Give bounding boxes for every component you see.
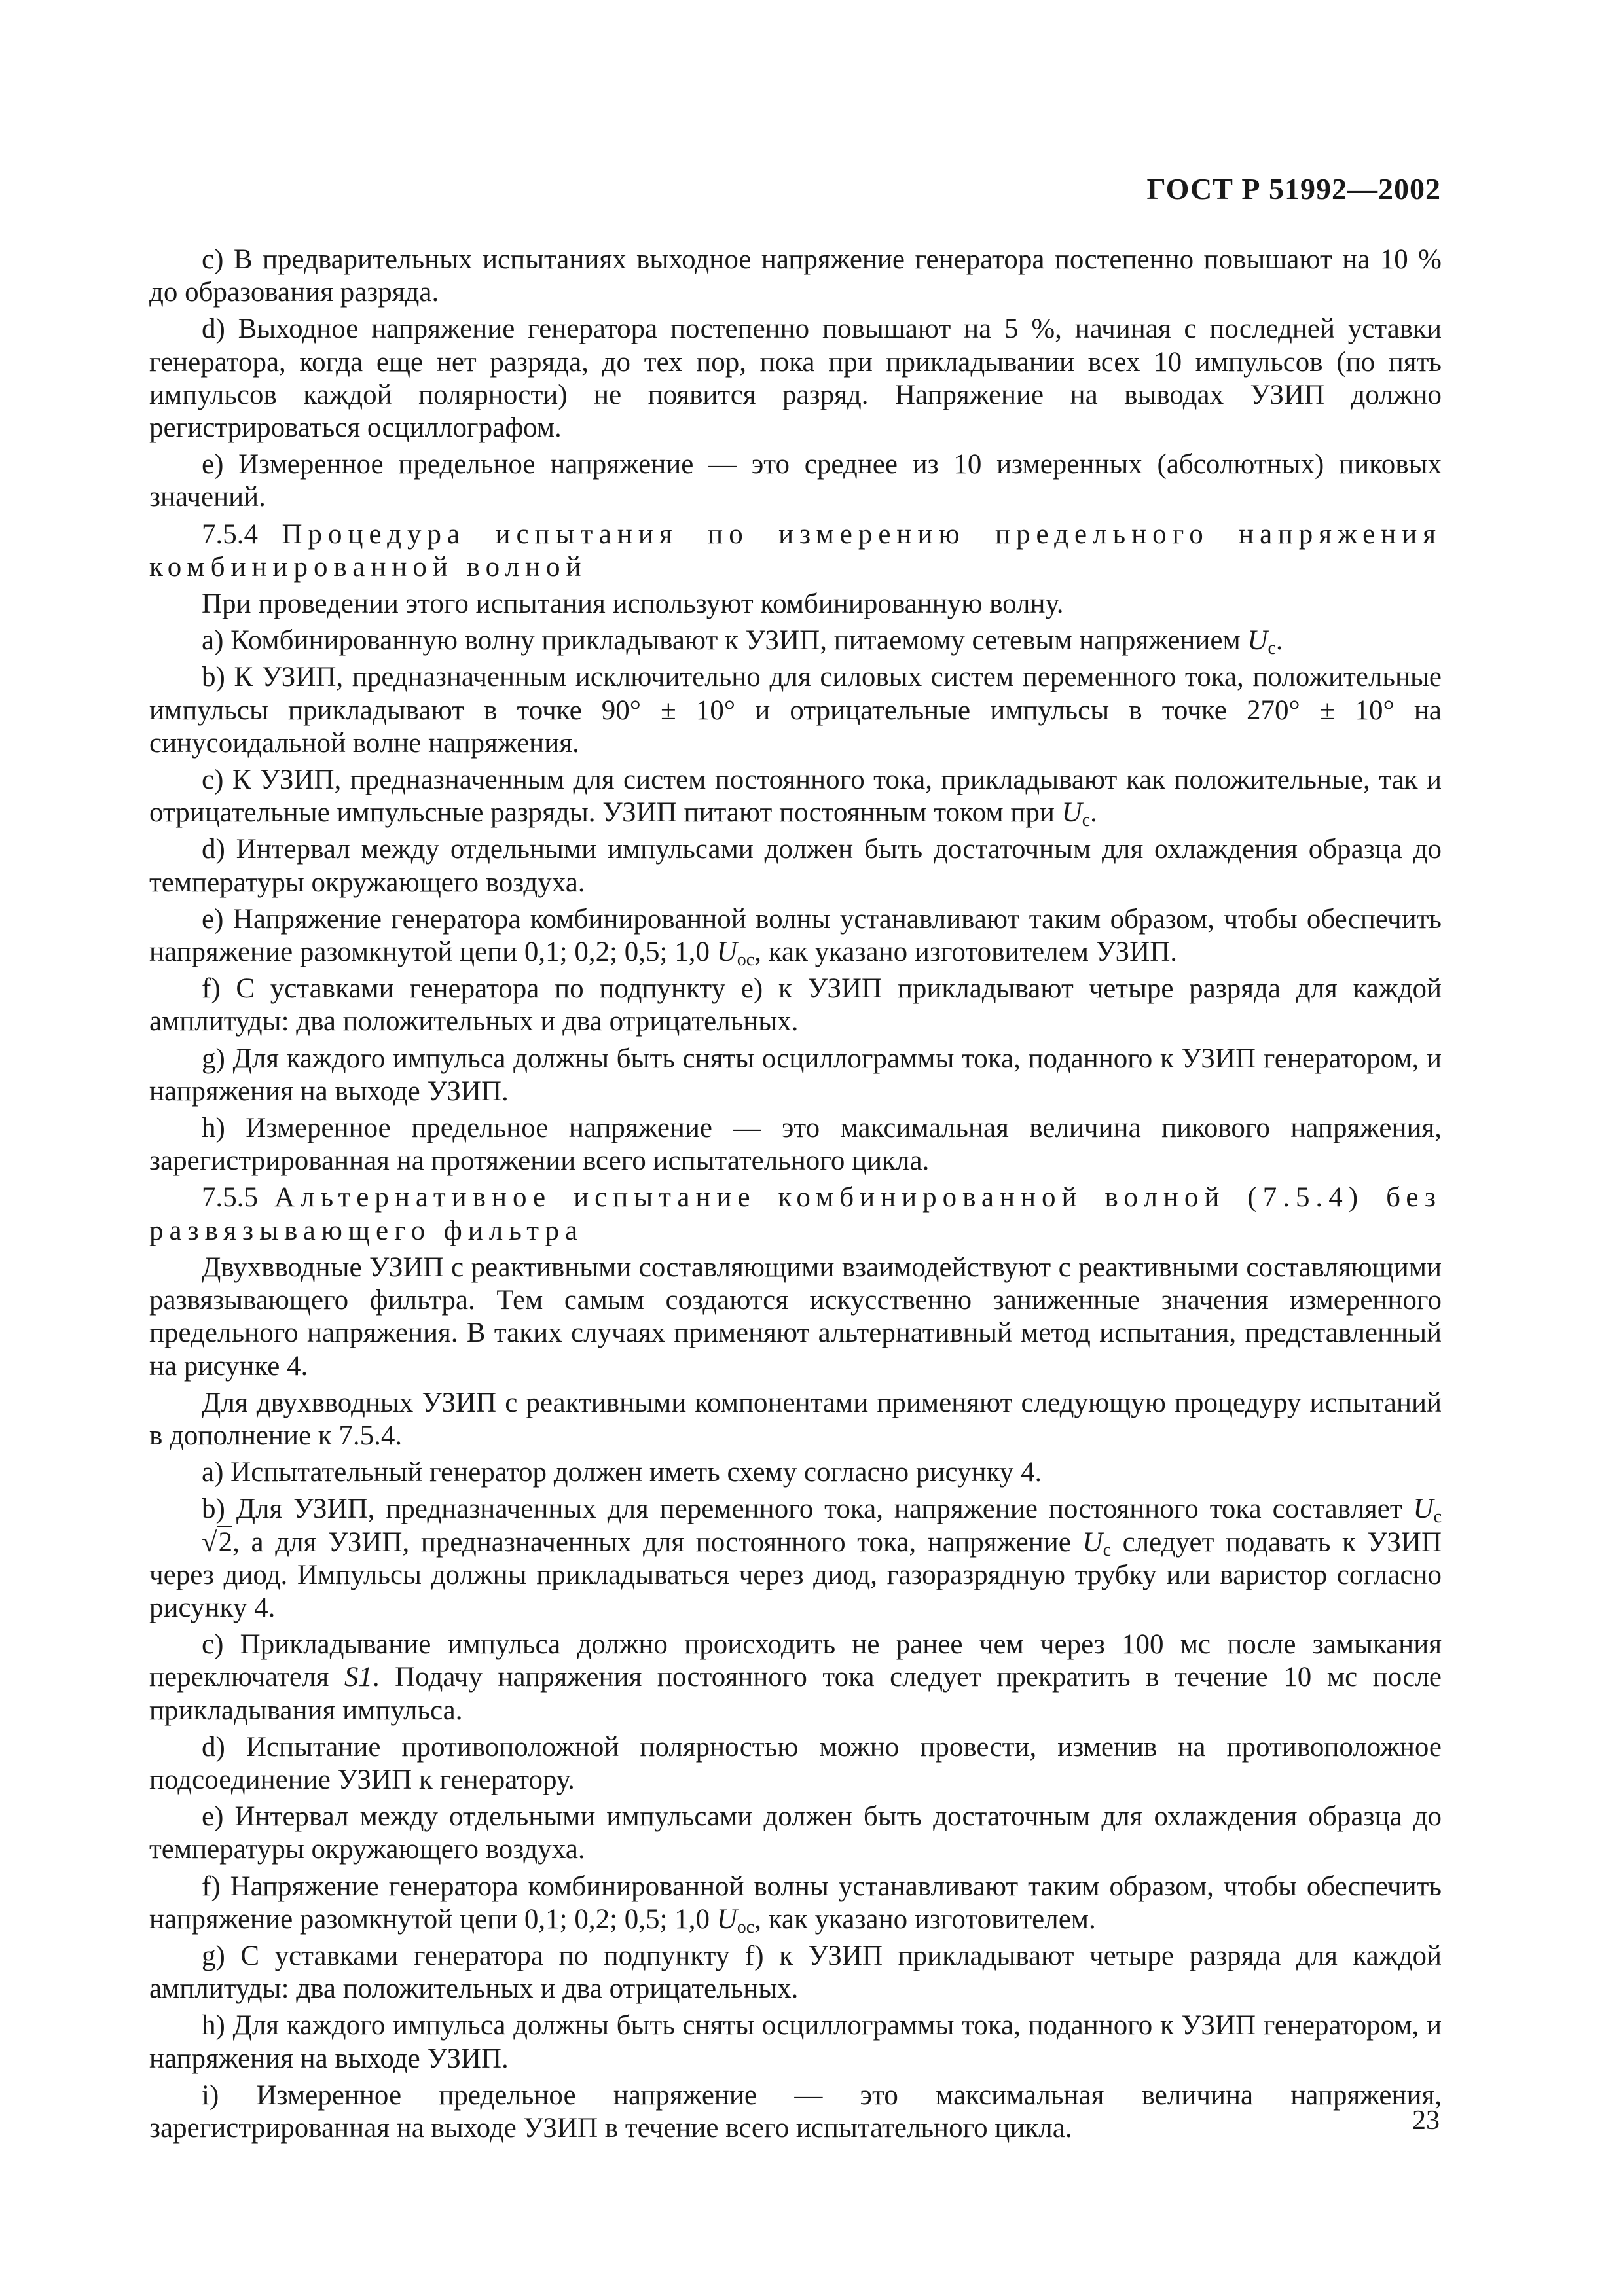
symbol-subscript: c <box>1433 1507 1442 1528</box>
paragraph-7-5-5-a: a) Испытательный генератор должен иметь схему согласно рисунку 4. <box>202 1457 1042 1488</box>
document-id-header: ГОСТ Р 51992—2002 <box>1146 172 1441 206</box>
paragraph-7-5-4-d: d) Интервал между отдельными импульсами должен быть достаточным для охлаждения образца до температуры окружающего воздуха. <box>149 834 1442 898</box>
paragraph-7-5-4-h: h) Измеренное предельное напряжение — это максимальная величина пикового напряжения, зарегистрированная на протяжении всего испытательного цикла. <box>149 1113 1442 1177</box>
section-title: Процедура испытания по измерению предельного напряжения комбинированной волной <box>149 518 1442 583</box>
text-run: f) Напряжение генератора комбинированной волны устанавливают таким образом, чтобы обеспечить напряжение разомкнутой цепи 0,1; 0,2; 0,5; 1,0 <box>149 1871 1442 1935</box>
text-run: , как указано изготовителем УЗИП. <box>754 937 1178 968</box>
paragraph-7-5-5-g: g) С уставками генератора по подпункту f) к УЗИП прикладывают четыре разряда для каждой амплитуды: два положительных и два отрицательных. <box>149 1940 1442 2005</box>
section-heading-7-5-4 <box>149 518 1442 584</box>
section-number: 7.5.5 <box>202 1182 258 1213</box>
paragraph-7-5-3-d: d) Выходное напряжение генератора постепенно повышают на 5 %, начиная с последней уставки генератора, когда еще нет разряда, до тех пор, пока при прикладывании всех 10 импульсов (по пять импульсов каждой полярности) не появится разряд. Напряжение на выводах УЗИП должно регистрироваться осциллографом. <box>149 314 1442 444</box>
paragraph-7-5-5-b <box>149 1493 1442 1624</box>
paragraph-7-5-4-b: b) К УЗИП, предназначенным исключительно для силовых систем переменного тока, положительные импульсы прикладывают в точке 90° ± 10° и отрицательные импульсы в точке 270° ± 10° на синусоидальной волне напряжения. <box>149 662 1442 759</box>
symbol-subscript: oc <box>737 1916 755 1937</box>
symbol-u: U <box>1247 625 1268 656</box>
paragraph-7-5-4-c <box>149 764 1442 829</box>
text-run: b) Для УЗИП, предназначенных для переменного тока, напряжение постоянного тока составляет <box>202 1494 1402 1525</box>
symbol-u: U <box>716 1903 737 1935</box>
sqrt-radicand: 2 <box>218 1526 233 1558</box>
paragraph-7-5-4-f: f) С уставками генератора по подпункту e) к УЗИП прикладывают четыре разряда для каждой амплитуды: два положительных и два отрицательных. <box>149 973 1442 1037</box>
paragraph-7-5-4-e <box>149 903 1442 969</box>
paragraph-7-5-5-d: d) Испытание противоположной полярностью можно провести, изменив на противоположное подсоединение УЗИП к генератору. <box>149 1731 1442 1795</box>
paragraph-7-5-5-f <box>149 1871 1442 1936</box>
text-run: , а для УЗИП, предназначенных для постоянного тока, напряжение <box>232 1526 1071 1558</box>
paragraph-7-5-4-a <box>149 624 1442 657</box>
paragraph-7-5-4-g: g) Для каждого импульса должны быть сняты осциллограммы тока, поданного к УЗИП генератором, и напряжения на выходе УЗИП. <box>149 1043 1442 1107</box>
symbol-subscript: oc <box>737 950 755 971</box>
switch-label: S1 <box>344 1662 373 1693</box>
text-run: a) Комбинированную волну прикладывают к УЗИП, питаемому сетевым напряжением <box>202 625 1241 656</box>
page-number: 23 <box>1412 2106 1440 2136</box>
text-run: c) К УЗИП, предназначенным для систем постоянного тока, прикладывают как положительные, так и отрицательные импульсные разряды. УЗИП питают постоянным током при <box>149 764 1442 829</box>
document-body <box>149 243 1442 2149</box>
text-run: c) Прикладывание импульса должно происходить не ранее чем через 100 мс после замыкания переключателя <box>149 1629 1442 1693</box>
symbol-u: U <box>716 937 737 968</box>
paragraph-7-5-3-e: e) Измеренное предельное напряжение — это среднее из 10 измеренных (абсолютных) пиковых значений. <box>149 449 1442 513</box>
section-title: Альтернативное испытание комбинированной волной (7.5.4) без развязывающего фильтра <box>149 1182 1442 1246</box>
text-run: следует подавать к УЗИП через диод. Импульсы должны прикладываться через диод, газоразрядную трубку или варистор согласно рисунку 4. <box>149 1526 1442 1623</box>
text-run: . <box>1090 797 1097 829</box>
symbol-u: U <box>1413 1494 1434 1525</box>
paragraph-7-5-3-c: c) В предварительных испытаниях выходное напряжение генератора постепенно повышают на 10 % до образования разряда. <box>149 244 1442 308</box>
paragraph-7-5-5-i: i) Измеренное предельное напряжение — это максимальная величина напряжения, зарегистрированная на выходе УЗИП в течение всего испытательного цикла. <box>149 2079 1442 2144</box>
text-run: . Подачу напряжения постоянного тока следует прекратить в течение 10 мс после прикладывания импульса. <box>149 1662 1442 1726</box>
symbol-subscript: c <box>1082 810 1091 831</box>
paragraph-7-5-5-e: e) Интервал между отдельными импульсами должен быть достаточным для охлаждения образца до температуры окружающего воздуха. <box>149 1801 1442 1865</box>
text-run: , как указано изготовителем. <box>754 1903 1096 1935</box>
symbol-u: U <box>1082 1526 1103 1558</box>
paragraph-7-5-5-c <box>149 1628 1442 1727</box>
paragraph-7-5-5-procedure: Для двухвводных УЗИП с реактивными компонентами применяют следующую процедуру испытаний в дополнение к 7.5.4. <box>149 1387 1442 1451</box>
text-run: e) Напряжение генератора комбинированной волны устанавливают таким образом, чтобы обеспечить напряжение разомкнутой цепи 0,1; 0,2; 0,5; 1,0 <box>149 903 1442 968</box>
section-heading-7-5-5 <box>149 1181 1442 1247</box>
square-root-symbol: √2 <box>202 1526 233 1558</box>
symbol-subscript: c <box>1103 1539 1111 1560</box>
section-number: 7.5.4 <box>202 518 258 550</box>
paragraph-7-5-5-intro: Двухвводные УЗИП с реактивными составляющими взаимодействуют с реактивными составляющими развязывающего фильтра. Тем самым создаются искусственно заниженные значения измеренного предельного напряжения. В таких случаях применяют альтернативный метод испытания, представленный на рисунке 4. <box>149 1251 1442 1382</box>
symbol-subscript: c <box>1267 638 1276 659</box>
paragraph-7-5-5-h: h) Для каждого импульса должны быть сняты осциллограммы тока, поданного к УЗИП генератором, и напряжения на выходе УЗИП. <box>149 2010 1442 2074</box>
symbol-u: U <box>1061 797 1082 829</box>
text-run: . <box>1275 625 1283 656</box>
paragraph-7-5-4-intro: При проведении этого испытания используют комбинированную волну. <box>202 588 1064 620</box>
